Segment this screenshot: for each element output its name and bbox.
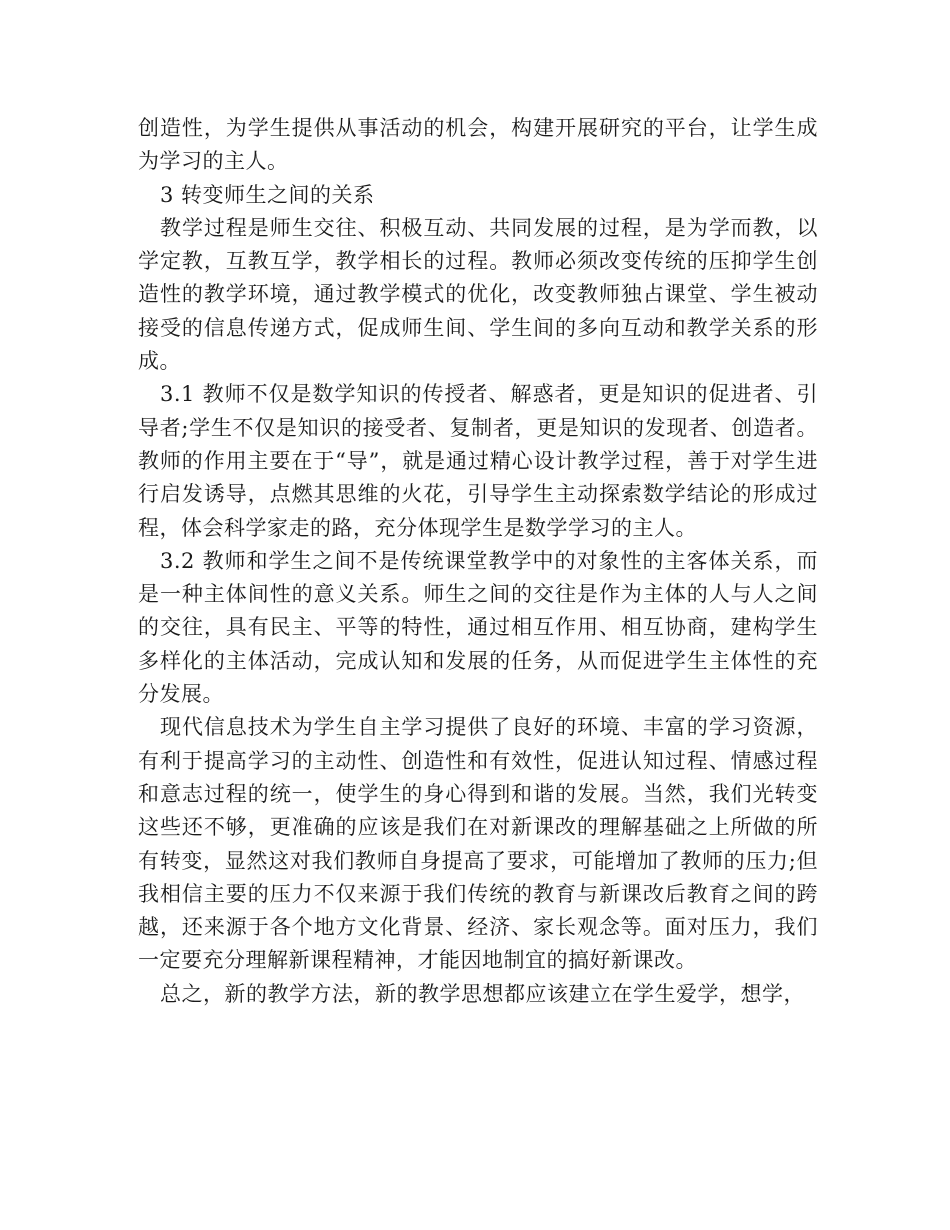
paragraph: 教学过程是师生交往、积极互动、共同发展的过程，是为学而教，以学定教，互教互学，教学相长的过程。教师必须改变传统的压抑学生创造性的教学环境，通过教学模式的优化，改变教师独占课堂、学生被动接受的信息传递方式，促成师生间、学生间的多向互动和教学关系的形成。 [138,215,818,374]
paragraph: 总之，新的教学方法，新的教学思想都应该建立在学生爱学，想学， [160,981,805,1006]
paragraph-continuation: 创造性，为学生提供从事活动的机会，构建开展研究的平台，让学生成为学习的主人。 [138,116,818,174]
paragraph: 3.2 教师和学生之间不是传统课堂教学中的对象性的主客体关系，而是一种主体间性的意义关系。师生之间的交往是作为主体的人与人之间的交往，具有民主、平等的特性，通过相互作用、相互协商，建构学生多样化的主体活动，完成认知和发展的任务，从而促进学生主体性的充分发展。 [138,548,818,707]
section-heading: 3 转变师生之间的关系 [160,182,375,207]
document-page [138,112,818,1011]
paragraph: 3.1 教师不仅是数学知识的传授者、解惑者，更是知识的促进者、引导者;学生不仅是知识的接受者、复制者，更是知识的发现者、创造者。教师的作用主要在于“导”，就是通过精心设计教学过程，善于对学生进行启发诱导，点燃其思维的火花，引导学生主动探索数学结论的形成过程，体会科学家走的路，充分体现学生是数学学习的主人。 [138,382,818,540]
paragraph: 现代信息技术为学生自主学习提供了良好的环境、丰富的学习资源，有利于提高学习的主动性、创造性和有效性，促进认知过程、情感过程和意志过程的统一，使学生的身心得到和谐的发展。当然，我们光转变这些还不够，更准确的应该是我们在对新课改的理解基础之上所做的所有转变，显然这对我们教师自身提高了要求，可能增加了教师的压力;但我相信主要的压力不仅来源于我们传统的教育与新课改后教育之间的跨越，还来源于各个地方文化背景、经济、家长观念等。面对压力，我们一定要充分理解新课程精神，才能因地制宜的搞好新课改。 [138,715,818,973]
